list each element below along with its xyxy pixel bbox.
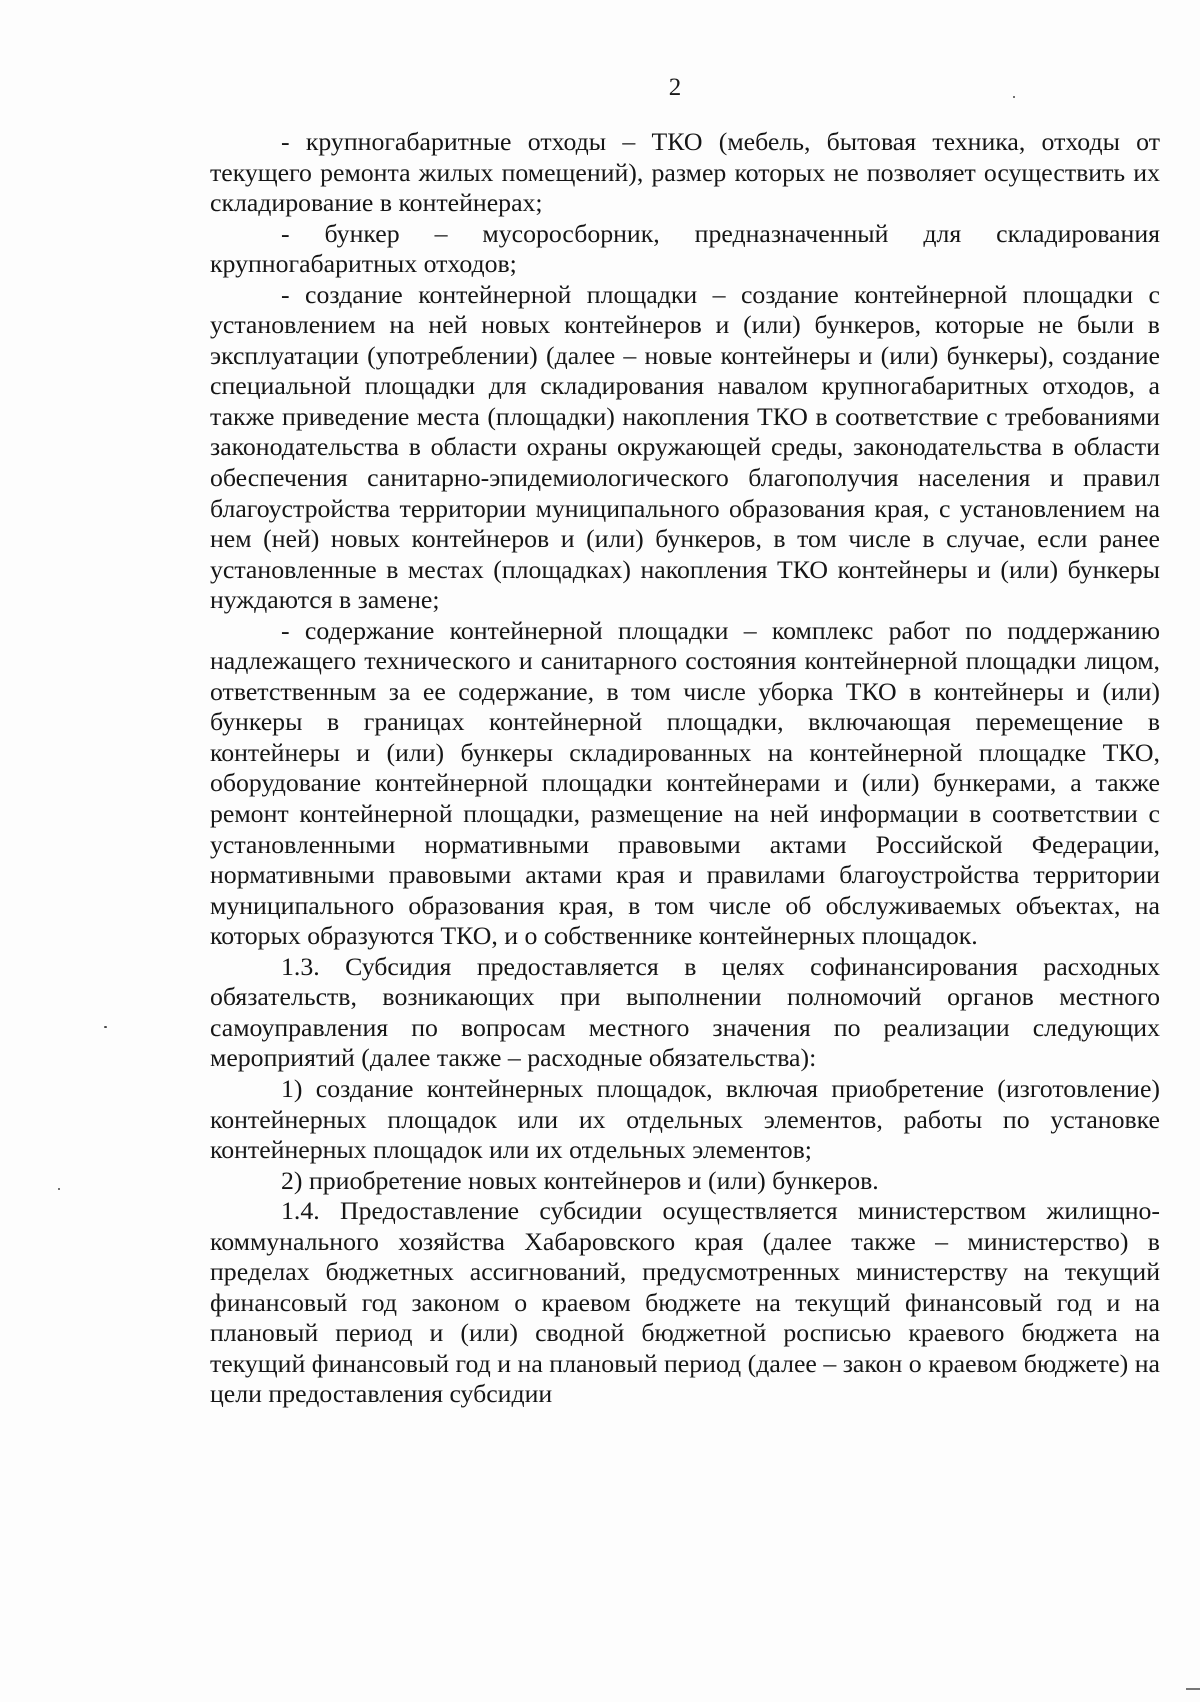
page-number: 2 [668, 74, 682, 101]
paragraph-clause-1-4: 1.4. Предоставление субсидии осуществляется министерством жилищно-коммунального хозяйства Хабаровского края (далее также – министерство) в пределах бюджетных ассигнований, предусмотренных министерству на текущий финансовый год законом о краевом бюджете на текущий финансовый год и на плановый период и (или) сводной бюджетной росписью краевого бюджета на текущий финансовый год и на плановый период (далее – закон о краевом бюджете) на цели предоставления субсидии [210, 1196, 1160, 1409]
scan-speck [1013, 96, 1015, 98]
scan-speck [58, 1188, 60, 1190]
scan-speck [104, 1026, 107, 1028]
paragraph-bulky-waste: - крупногабаритные отходы – ТКО (мебель, бытовая техника, отходы от текущего ремонта жилых помещений), размер которых не позволяет осуществить их складирование в контейнерах; [210, 127, 1160, 218]
paragraph-bunker: - бункер – мусоросборник, предназначенный для складирования крупногабаритных отходов; [210, 218, 1160, 279]
paragraph-clause-1-3: 1.3. Субсидия предоставляется в целях софинансирования расходных обязательств, возникающих при выполнении полномочий органов местного самоуправления по вопросам местного значения по реализации следующих мероприятий (далее также – расходные обязательства): [210, 951, 1160, 1073]
paragraph-container-site-maintenance: - содержание контейнерной площадки – комплекс работ по поддержанию надлежащего технического и санитарного состояния контейнерной площадки лицом, ответственным за ее содержание, в том числе уборка ТКО в контейнеры и (или) бункеры в границах контейнерной площадки, включающая перемещение в контейнеры и (или) бункеры складированных на контейнерной площадке ТКО, оборудование контейнерной площадки контейнерами и (или) бункерами, а также ремонт контейнерной площадки, размещение на ней информации в соответствии с установленными нормативными правовыми актами Российской Федерации, нормативными правовыми актами края и правилами благоустройства территории муниципального образования края, в том числе об обслуживаемых объектах, на которых образуются ТКО, и о собственнике контейнерных площадок. [210, 615, 1160, 951]
paragraph-item-2: 2) приобретение новых контейнеров и (или) бункеров. [281, 1165, 879, 1195]
scan-edge-mark [1186, 1688, 1200, 1690]
paragraph-container-site-creation: - создание контейнерной площадки – создание контейнерной площадки с установлением на ней новых контейнеров и (или) бункеров, которые не были в эксплуатации (употреблении) (далее – новые контейнеры и (или) бункеры), создание специальной площадки для складирования навалом крупногабаритных отходов, а также приведение места (площадки) накопления ТКО в соответствие с требованиями законодательства в области охраны окружающей среды, законодательства в области обеспечения санитарно-эпидемиологического благополучия населения и правил благоустройства территории муниципального образования края, с установлением на нем (ней) новых контейнеров и (или) бункеров, в том числе в случае, если ранее установленные в местах (площадках) накопления ТКО контейнеры и (или) бункеры нуждаются в замене; [210, 279, 1160, 615]
document-body [210, 127, 1160, 1410]
paragraph-item-1: 1) создание контейнерных площадок, включая приобретение (изготовление) контейнерных площадок или их отдельных элементов, работы по установке контейнерных площадок или их отдельных элементов; [210, 1073, 1160, 1165]
